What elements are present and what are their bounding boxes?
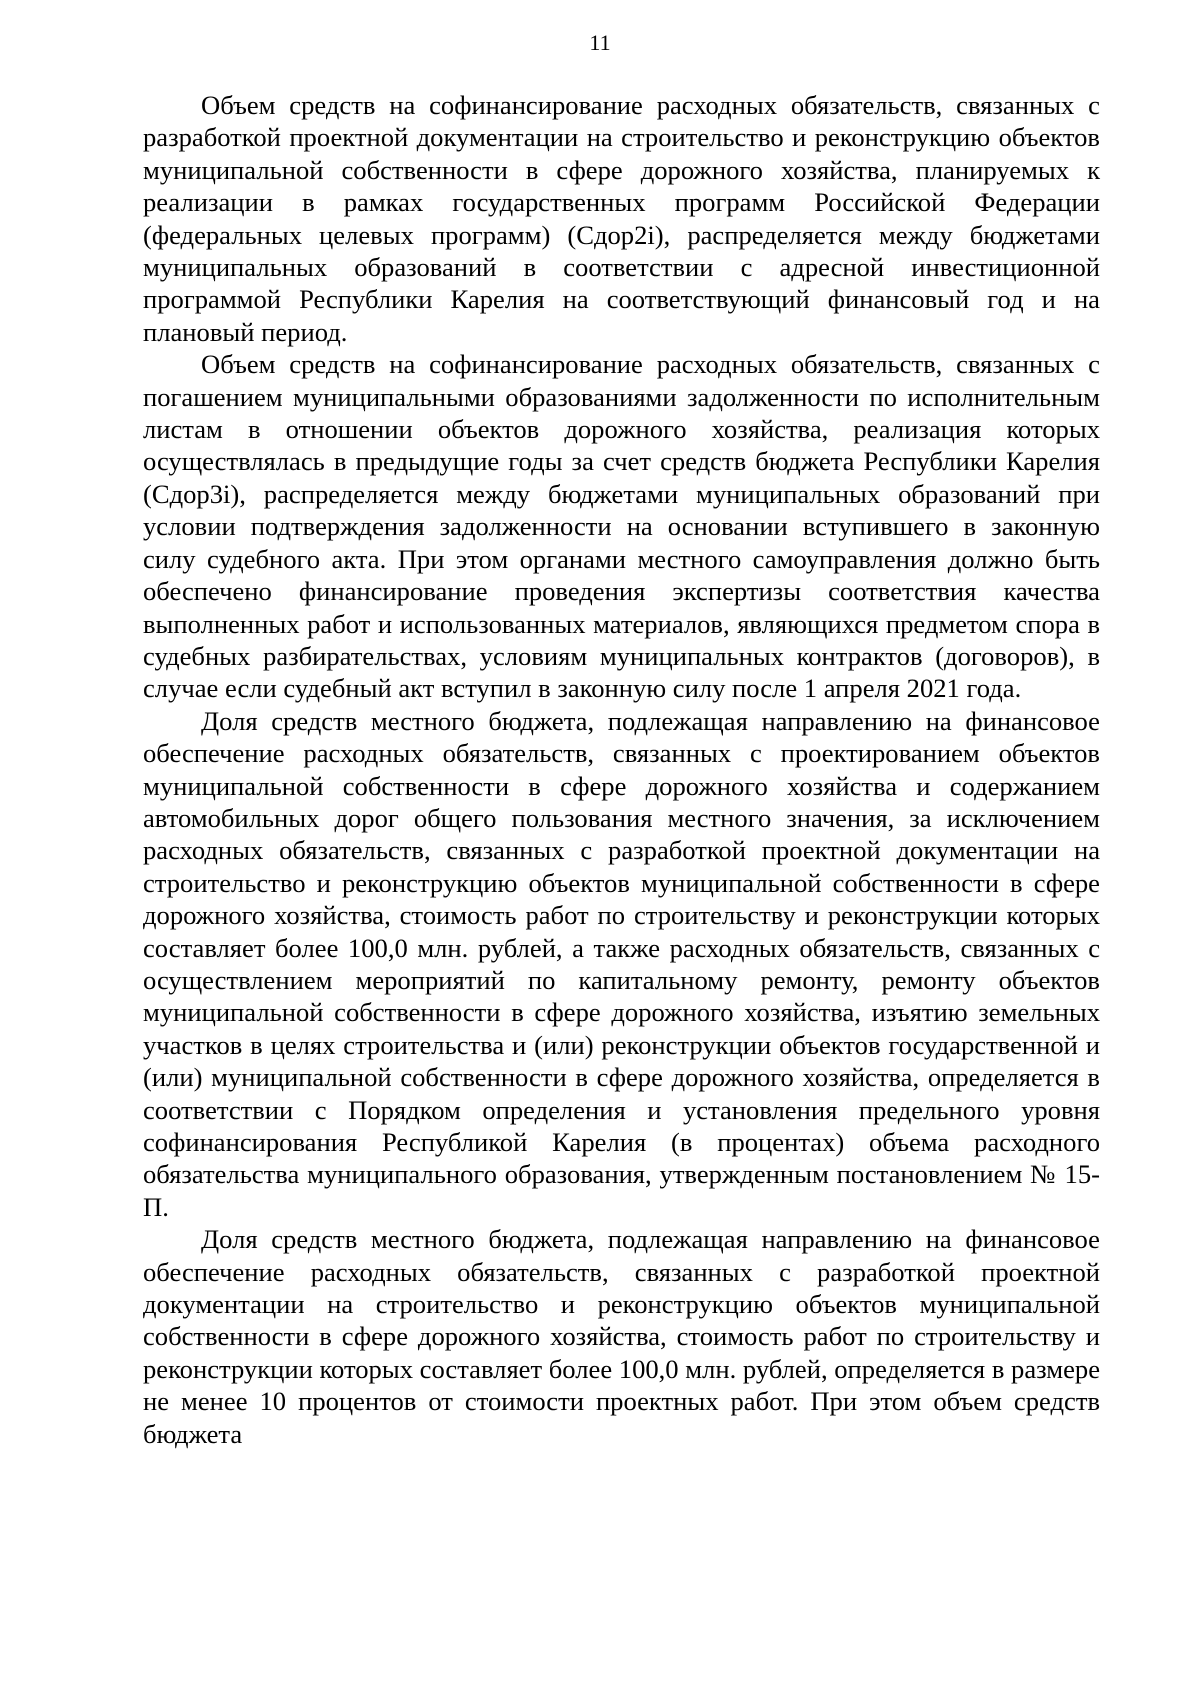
paragraph-cdor3i-debt-repayment: Объем средств на софинансирование расходных обязательств, связанных с погашением муниципальными образованиями задолженности по исполнительным листам в отношении объектов дорожного хозяйства, реализация которых осуществлялась в предыдущие годы за счет средств бюджета Республики Карелия (Cдор3i), распределяется между бюджетами муниципальных образований при условии подтверждения задолженности на основании вступившего в законную силу судебного акта. При этом органами местного самоуправления должно быть обеспечено финансирование проведения экспертизы соответствия качества выполненных работ и использованных материалов, являющихся предметом спора в судебных разбирательствах, условиям муниципальных контрактов (договоров), в случае если судебный акт вступил в законную силу после 1 апреля 2021 года.: [143, 349, 1100, 704]
document-body: [143, 89, 1100, 1450]
paragraph-local-budget-share-design-documentation: Доля средств местного бюджета, подлежащая направлению на финансовое обеспечение расходных обязательств, связанных с разработкой проектной документации на строительство и реконструкцию объектов муниципальной собственности в сфере дорожного хозяйства, стоимость работ по строительству и реконструкции которых составляет более 100,0 млн. рублей, определяется в размере не менее 10 процентов от стоимости проектных работ. При этом объем средств бюджета: [143, 1224, 1100, 1449]
paragraph-cdor2i-distribution: Объем средств на софинансирование расходных обязательств, связанных с разработкой проектной документации на строительство и реконструкцию объектов муниципальной собственности в сфере дорожного хозяйства, планируемых к реализации в рамках государственных программ Российской Федерации (федеральных целевых программ) (Cдор2i), распределяется между бюджетами муниципальных образований в соответствии с адресной инвестиционной программой Республики Карелия на соответствующий финансовый год и на плановый период.: [143, 90, 1100, 347]
page-number: 11: [589, 30, 611, 55]
paragraph-local-budget-share-design-maintenance: Доля средств местного бюджета, подлежащая направлению на финансовое обеспечение расходных обязательств, связанных с проектированием объектов муниципальной собственности в сфере дорожного хозяйства и содержанием автомобильных дорог общего пользования местного значения, за исключением расходных обязательств, связанных с разработкой проектной документации на строительство и реконструкцию объектов муниципальной собственности в сфере дорожного хозяйства, стоимость работ по строительству и реконструкции которых составляет более 100,0 млн. рублей, а также расходных обязательств, связанных с осуществлением мероприятий по капитальному ремонту, ремонту объектов муниципальной собственности в сфере дорожного хозяйства, изъятию земельных участков в целях строительства и (или) реконструкции объектов государственной и (или) муниципальной собственности в сфере дорожного хозяйства, определяется в соответствии с Порядком определения и установления предельного уровня софинансирования Республикой Карелия (в процентах) объема расходного обязательства муниципального образования, утвержденным постановлением № 15-П.: [143, 705, 1100, 1222]
